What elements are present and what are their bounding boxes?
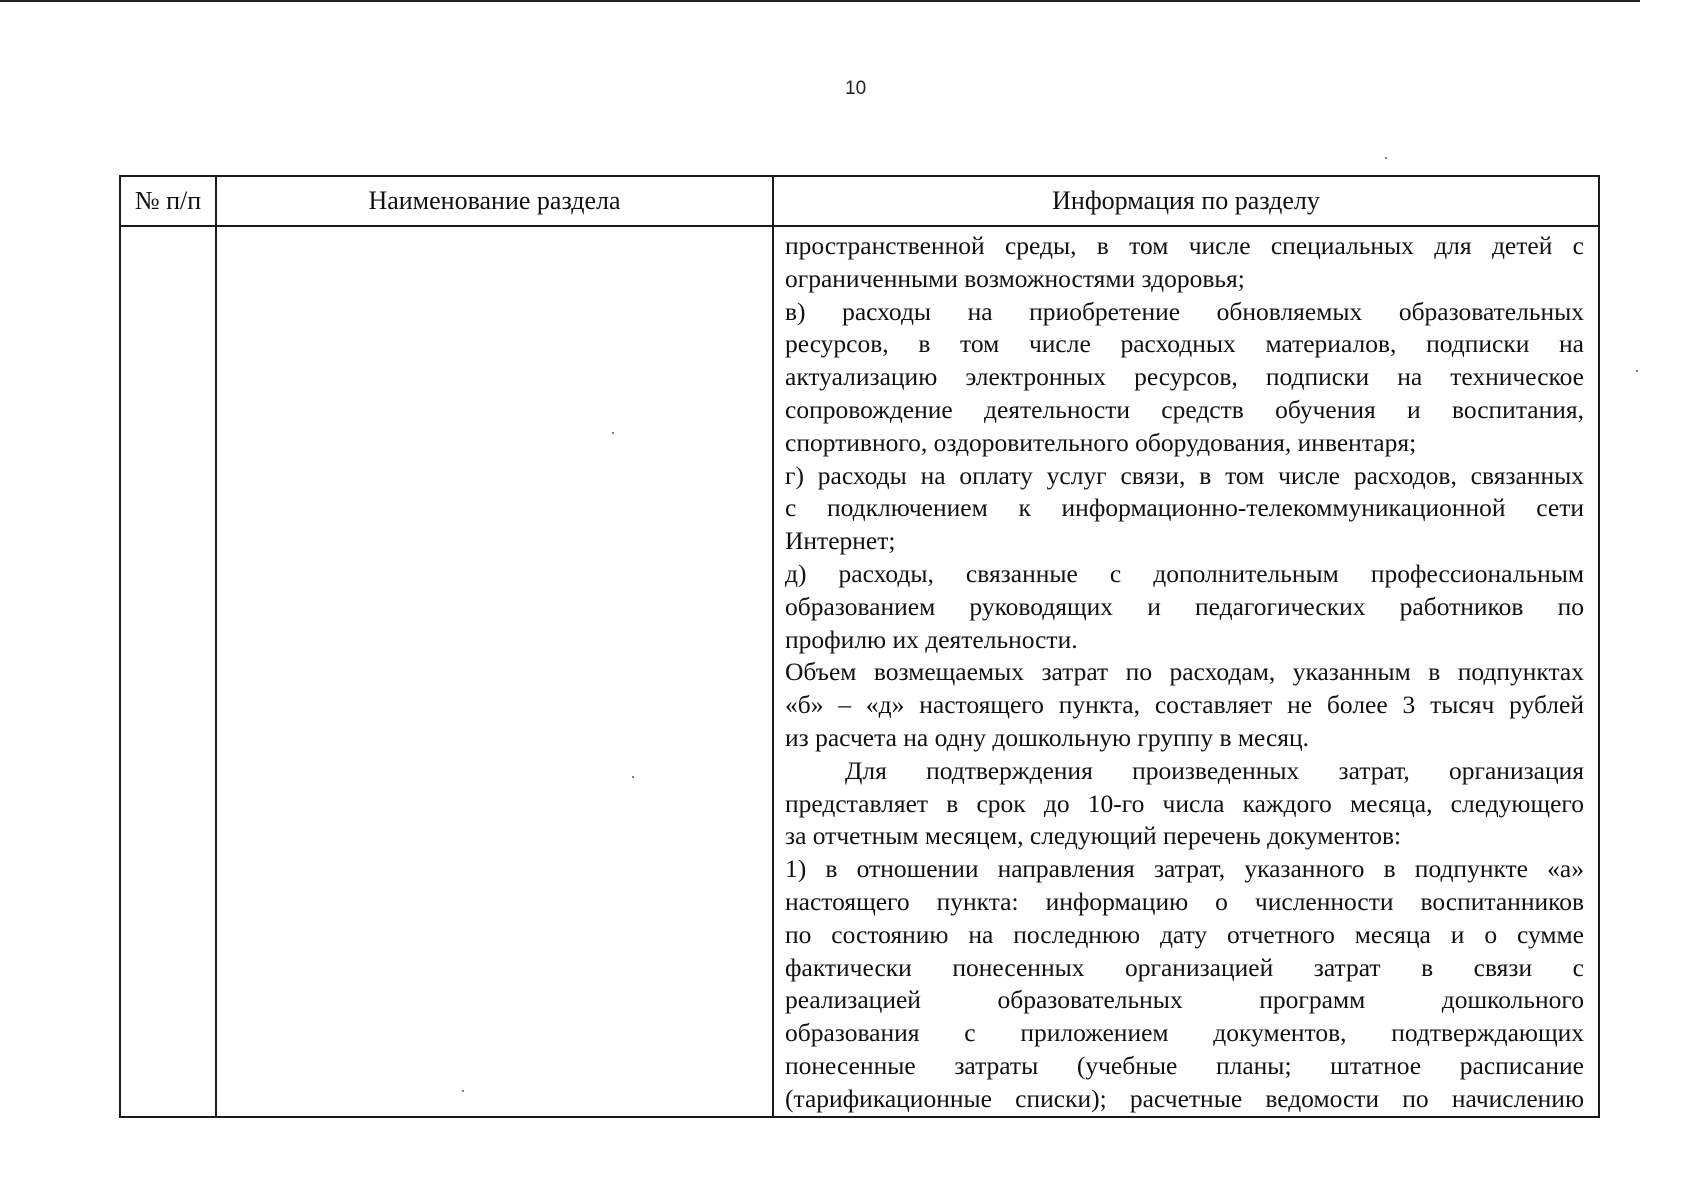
- info-line: сопровождение деятельности средств обучения и воспитания,: [785, 394, 1584, 424]
- info-line: образованием руководящих и педагогических работников по: [785, 591, 1584, 621]
- info-line: с подключением к информационно-телекоммуникационной сети: [785, 493, 1584, 523]
- info-line: настоящего пункта: информацию о численности воспитанников: [785, 886, 1584, 916]
- info-line: г) расходы на оплату услуг связи, в том числе расходов, связанных: [785, 460, 1584, 490]
- info-line: Объем возмещаемых затрат по расходам, указанным в подпунктах: [785, 657, 1584, 687]
- scan-speck: [612, 432, 614, 434]
- cell-section-info: [773, 226, 1599, 1117]
- scan-speck: [1385, 157, 1387, 159]
- info-line: за отчетным месяцем, следующий перечень документов:: [785, 821, 1402, 851]
- info-line: представляет в срок до 10-го числа каждого месяца, следующего: [785, 788, 1584, 818]
- info-line: Для подтверждения произведенных затрат, организация: [845, 755, 1584, 785]
- info-line: «б» – «д» настоящего пункта, составляет не более 3 тысяч рублей: [785, 690, 1584, 720]
- section-table: [119, 175, 1600, 1118]
- header-section-info: Информация по разделу: [773, 176, 1599, 226]
- table-row: [120, 226, 1599, 1117]
- info-line: образования с приложением документов, подтверждающих: [785, 1018, 1584, 1048]
- info-line: спортивного, оздоровительного оборудования, инвентаря;: [785, 427, 1417, 457]
- cell-number: [120, 226, 216, 1117]
- info-line: из расчета на одну дошкольную группу в месяц.: [785, 722, 1310, 752]
- table-header-row: [120, 176, 1599, 226]
- info-line: (тарификационные списки); расчетные ведомости по начислению: [785, 1083, 1584, 1113]
- info-line: д) расходы, связанные с дополнительным профессиональным: [785, 558, 1584, 588]
- header-section-name: Наименование раздела: [216, 176, 773, 226]
- info-line: 1) в отношении направления затрат, указанного в подпункте «а»: [785, 854, 1584, 884]
- info-line: ограниченными возможностями здоровья;: [785, 263, 1245, 293]
- info-line: понесенные затраты (учебные планы; штатное расписание: [785, 1050, 1584, 1080]
- info-line: реализацией образовательных программ дошкольного: [785, 985, 1584, 1015]
- header-number: № п/п: [120, 176, 216, 226]
- info-line: ресурсов, в том числе расходных материалов, подписки на: [785, 329, 1584, 359]
- info-line: пространственной среды, в том числе специальных для детей с: [785, 231, 1584, 260]
- info-line: по состоянию на последнюю дату отчетного месяца и о сумме: [785, 919, 1584, 949]
- info-line: фактически понесенных организацией затрат в связи с: [785, 952, 1584, 982]
- cell-section-name: [216, 226, 773, 1117]
- scan-speck: [632, 776, 634, 778]
- info-line: профилю их деятельности.: [785, 624, 1078, 654]
- info-line: актуализацию электронных ресурсов, подписки на техническое: [785, 362, 1584, 392]
- info-line: в) расходы на приобретение обновляемых образовательных: [785, 296, 1584, 326]
- page-number: 10: [845, 78, 867, 99]
- scan-speck: [1636, 370, 1638, 372]
- scan-speck: [462, 1090, 464, 1092]
- top-scan-border: [0, 0, 1640, 2]
- info-line: Интернет;: [785, 526, 896, 556]
